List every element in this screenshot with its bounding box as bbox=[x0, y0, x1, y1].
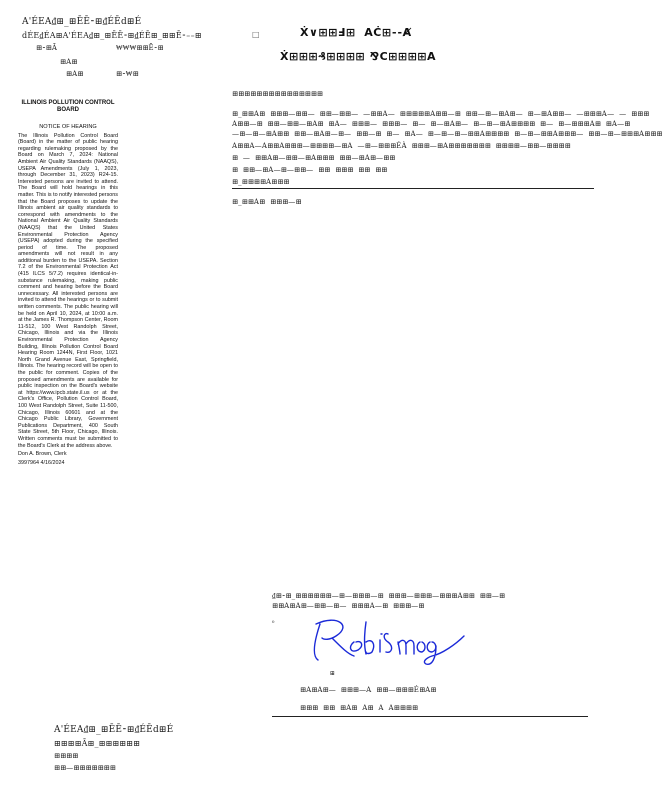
footer-line-3: ⊞⊞⊞⊞ bbox=[54, 752, 79, 760]
affidavit-line-3: —⊞—⊞—⊞A⊞⊞ ⊞⊞—⊞A⊞—⊞— ⊞⊞—⊞ ⊞— ⊞A— ⊞—⊞—⊞—⊞⊞A⊞⊞⊞⊞ ⊞—⊞—⊞⊞A⊞⊞⊞— ⊞⊞—⊞—⊞⊞⊞A⊞⊞⊞ bbox=[232, 130, 663, 138]
legal-notice bbox=[18, 100, 118, 466]
certification-mark: ⊞ bbox=[330, 670, 336, 677]
footer-line-2: ⊞⊞⊞⊞Ā⊞_⊞⊞⊞⊞⊞⊞ bbox=[54, 739, 141, 748]
footer-line-4: ⊞⊞—⊞⊞⊞⊞⊞⊞⊞ bbox=[54, 764, 116, 772]
affidavit-line-7: ⊞_⊞⊞⊞⊞A⊞⊞⊞ bbox=[232, 178, 290, 186]
masthead-line-7: ⊞⁃₩⊞ bbox=[116, 70, 139, 78]
certification-dot: ₀ bbox=[272, 618, 275, 625]
footer-line-1: A'ÉEA₫⊞_⊞ĒĒ⁃⊞₫ÉĒd⊞É bbox=[54, 725, 174, 735]
notice-heading: NOTICE OF HEARING bbox=[39, 124, 97, 130]
board-name: ILLINOIS POLLUTION CONTROL BOARD bbox=[21, 100, 115, 113]
affidavit-line-4: A⊞⊞A—A⊞⊞A⊞⊞⊞—⊞⊞⊞⊞—⊞A —⊞—⊞⊞⊞ÉÀ ⊞⊞⊞—⊞A⊞⊞⊞⊞⊞⊞⊞ ⊞⊞⊞⊞—⊞⊞—⊞⊞⊞⊞ bbox=[232, 142, 571, 150]
notice-signature: Don A. Brown, Clerk bbox=[18, 451, 67, 458]
certification-divider bbox=[272, 716, 588, 717]
affidavit-line-2: A⊞⊞—⊞ ⊞⊞—⊞⊞—⊞A⊞ ⊞A— ⊞⊞⊞— ⊞⊞⊞— ⊞— ⊞—⊞A⊞— ⊞—⊞—⊞A⊞⊞⊞⊞ ⊞— ⊞—⊞⊞⊞A⊞ ⊞A—⊞ bbox=[232, 120, 631, 128]
affidavit-line-8: ⊞_⊞⊞A⊞ ⊞⊞⊞—⊞ bbox=[232, 198, 302, 206]
masthead-line-3: ⊞⁃⊞Ā bbox=[36, 44, 58, 52]
masthead-line-5: ⊞A⊞ bbox=[60, 58, 78, 66]
certification-line-1: ₫⊞⁃⊞_⊞⊞⊞⊞⊞⊞—⊞—⊞⊞⊞—⊞ ⊞⊞⊞—⊞⊞⊞—⊞⊞⊞A⊞⊞ ⊞⊞—⊞ bbox=[272, 592, 506, 600]
certification-line-4: ⊞⊞⊞ ⊞⊞ ⊞A⊞ A⊞ A A⊞⊞⊞⊞ bbox=[300, 704, 419, 712]
small-square-mark: □ bbox=[252, 30, 260, 39]
certificate-title-line-2: Ẋ⊞⊞⊞₰⊞⊞⊞⊞ ⅋C⊞⊞⊞⊞A bbox=[280, 50, 437, 63]
affidavit-line-1: ⊞_⊞⊞A⊞ ⊞⊞⊞—⊞⊞— ⊞⊞—⊞⊞— —⊞⊞A— ⊞⊞⊞⊞⊞A⊞⊞—⊞ ⊞⊞—⊞—⊞A⊞— ⊞—⊞A⊞⊞— —⊞⊞⊞A— — ⊞⊞⊞ bbox=[232, 110, 650, 118]
affidavit-line-5: ⊞ — ⊞⊞A⊞—⊞⊞—⊞A⊞⊞⊞ ⊞⊞—⊞A⊞—⊞⊞ bbox=[232, 154, 396, 162]
affidavit-divider bbox=[232, 188, 594, 189]
masthead-line-1: A'ÉEA₫⊞_⊞ĒĒ⁃⊞₫ÉĒd⊞É bbox=[22, 17, 142, 27]
masthead-line-2: dÉE₫ÉA⊞A'ÉEA₫⊞_⊞ĒĒ⁃⊞₫ÉĒ⊞_⊞⊞Ē⁃₌₌⊞ bbox=[22, 31, 202, 40]
affidavit-line-0: ⊞⊞⊞⊞⊞⊞⊞⊞⊞⊞⊞⊞⊞⊞⊞ bbox=[232, 90, 323, 98]
notice-reference: 3997964 4/16/2024 bbox=[18, 459, 65, 466]
notice-body: The Illinois Pollution Control Board (Board) in the matter of public hearing regarding rulemaking proposed by the Board on March 7, 2024: National Ambient Air Quality Standards (NAAQS), USEPA Amendments (July 1, 2023, through December 31, 2023) R24-15. Interested persons are invited to attend. The Board will hold hearings in this matter. This is to notify interested persons that the Board proposes to update the Illinois ambient air quality standards to correspond with amendments to the National Ambient Air Quality Standards (NAAQS) that the United States Environmental Protection Agency (USEPA) adopted during the specified period of time. The proposed amendments will not result in any additional burden to the USEPA. Section 7.2 of the Environmental Protection Act (415 ILCS 5/7.2) requires identical-in-substance rulemaking, making public comment and hearing before the Board unnecessary. All interested persons are invited to attend the hearings or to submit written comments. The public hearing will be held on April 10, 2024, at 10:00 a.m. at the James R. Thompson Center, Room 11-512, 100 West Randolph Street, Chicago, Illinois and via the Illinois Environmental Protection Agency Building, Illinois Pollution Control Board Hearing Room 1244N, First Floor, 1021 North Grand Avenue East, Springfield, Illinois. The hearing record will be open to the public for comment. Copies of the proposed amendments are available for public inspection on the Board's website at https://www.ipcb.state.il.us or at the Clerk's Office, Pollution Control Board, 100 West Randolph Street, Suite 11-500, Chicago, Illinois 60601 and at the Chicago Public Library, Government Publications Department, 400 South State Street, 5th Floor, Chicago, Illinois. Written comments must be submitted to the Board's Clerk at the address above. bbox=[18, 132, 118, 449]
signature-graphic bbox=[308, 612, 468, 668]
certification-line-2: ⊞⊞A⊞A⊞—⊞⊞—⊞— ⊞⊞⊞A—⊞ ⊞⊞⊞—⊞ bbox=[272, 602, 425, 610]
certificate-title-line-1: Ẋ∨⊞⊞Ⅎ⊞ AĊ⊞⁃‐Ⱥ bbox=[300, 26, 412, 39]
affidavit-line-6: ⊞ ⊞⊞—⊞A—⊞—⊞⊞— ⊞⊞ ⊞⊞⊞ ⊞⊞ ⊞⊞ bbox=[232, 166, 388, 174]
masthead-line-6: ⊞A⊞ bbox=[66, 70, 84, 78]
masthead-line-4: ₩₩₩⊞⊞Ē⁃⊞ bbox=[116, 44, 164, 52]
certification-line-3: ⊞A⊞A⊞— ⊞⊞⊞—A ⊞⊞—⊞⊞⊞É⊞A⊞ bbox=[300, 686, 437, 694]
